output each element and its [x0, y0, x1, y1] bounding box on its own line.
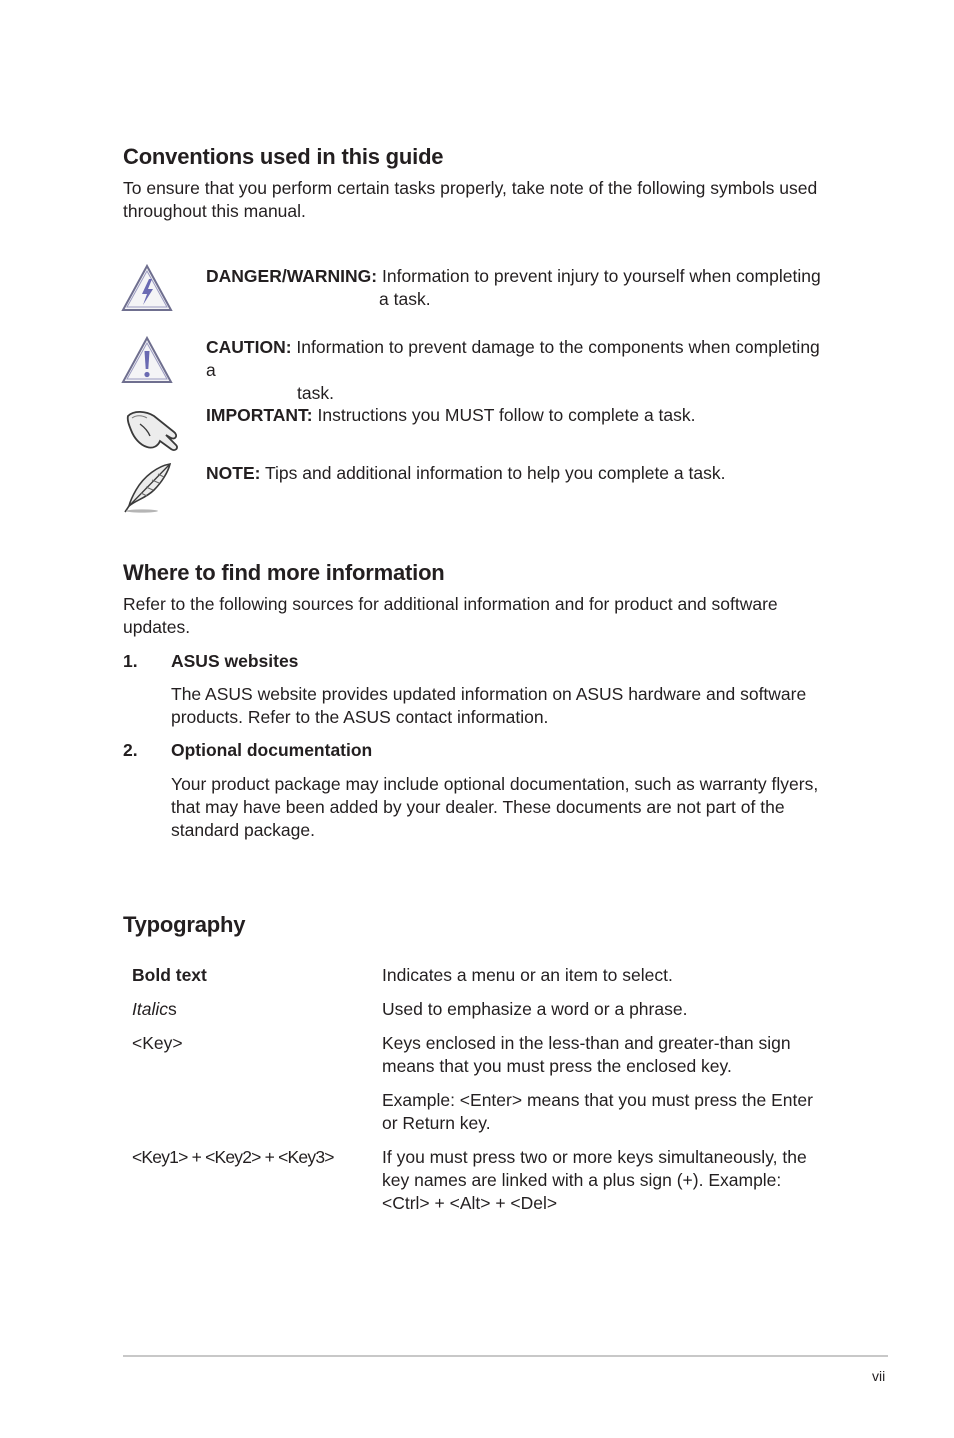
italic-term: Italic — [132, 999, 168, 1019]
list-item-title: Optional documentation — [171, 740, 373, 760]
notice-text-continued: task. — [297, 383, 334, 403]
notice-label: DANGER/WARNING: — [206, 266, 378, 286]
conventions-heading: Conventions used in this guide — [123, 144, 444, 169]
notice-label: NOTE: — [206, 463, 261, 483]
notice-text: Information to prevent damage to the components when completing a — [206, 337, 820, 380]
typography-term: <Key1> + <Key2> + <Key3> — [132, 1147, 334, 1167]
more-info-heading: Where to find more information — [123, 560, 445, 585]
typography-heading: Typography — [123, 912, 246, 937]
notice-important — [206, 404, 831, 427]
notice-text: Tips and additional information to help you complete a task. — [265, 463, 726, 483]
list-item-body: Your product package may include optional documentation, such as warranty flyers, that may have been added by your dealer. These documents are not part of the standard package. — [171, 774, 819, 840]
typography-desc: Example: <Enter> means that you must press the Enter or Return key. — [382, 1090, 813, 1133]
notice-label: IMPORTANT: — [206, 405, 313, 425]
list-item-number: 1. — [123, 651, 138, 671]
notice-caution — [206, 336, 831, 405]
more-info-intro: Refer to the following sources for additional information and for product and software updates. — [123, 594, 778, 637]
typography-term: <Key> — [132, 1033, 183, 1053]
notice-text: Information to prevent injury to yourself when completing — [381, 266, 821, 286]
quill-pen-icon — [120, 460, 176, 516]
italic-term-suffix: s — [167, 999, 177, 1019]
typography-desc: Used to emphasize a word or a phrase. — [382, 999, 688, 1019]
notice-label: CAUTION: — [206, 337, 292, 357]
footer-divider — [123, 1355, 888, 1357]
list-item-title: ASUS websites — [171, 651, 299, 671]
typography-desc: If you must press two or more keys simultaneously, the key names are linked with a plus sign (+). Example: <Ctrl> + <Alt> + <Del> — [382, 1147, 807, 1213]
conventions-intro: To ensure that you perform certain tasks properly, take note of the following symbols used throughout this manual. — [123, 178, 818, 221]
list-item-number: 2. — [123, 740, 138, 760]
warning-lightning-icon — [120, 262, 174, 314]
notice-text: Instructions you MUST follow to complete a task. — [317, 405, 696, 425]
typography-desc: Keys enclosed in the less-than and greater-than sign means that you must press the enclosed key. — [382, 1033, 791, 1076]
typography-desc: Indicates a menu or an item to select. — [382, 965, 673, 985]
notice-note — [206, 462, 831, 485]
pointing-hand-icon — [120, 402, 184, 454]
notice-text-continued: a task. — [379, 289, 431, 309]
list-item-body: The ASUS website provides updated information on ASUS hardware and software products. Refer to the ASUS contact information. — [171, 684, 807, 727]
typography-term: Bold text — [132, 965, 207, 985]
typography-term — [132, 998, 177, 1021]
notice-danger-warning — [206, 265, 831, 311]
caution-exclamation-icon — [120, 334, 174, 386]
page-number: vii — [872, 1368, 886, 1384]
